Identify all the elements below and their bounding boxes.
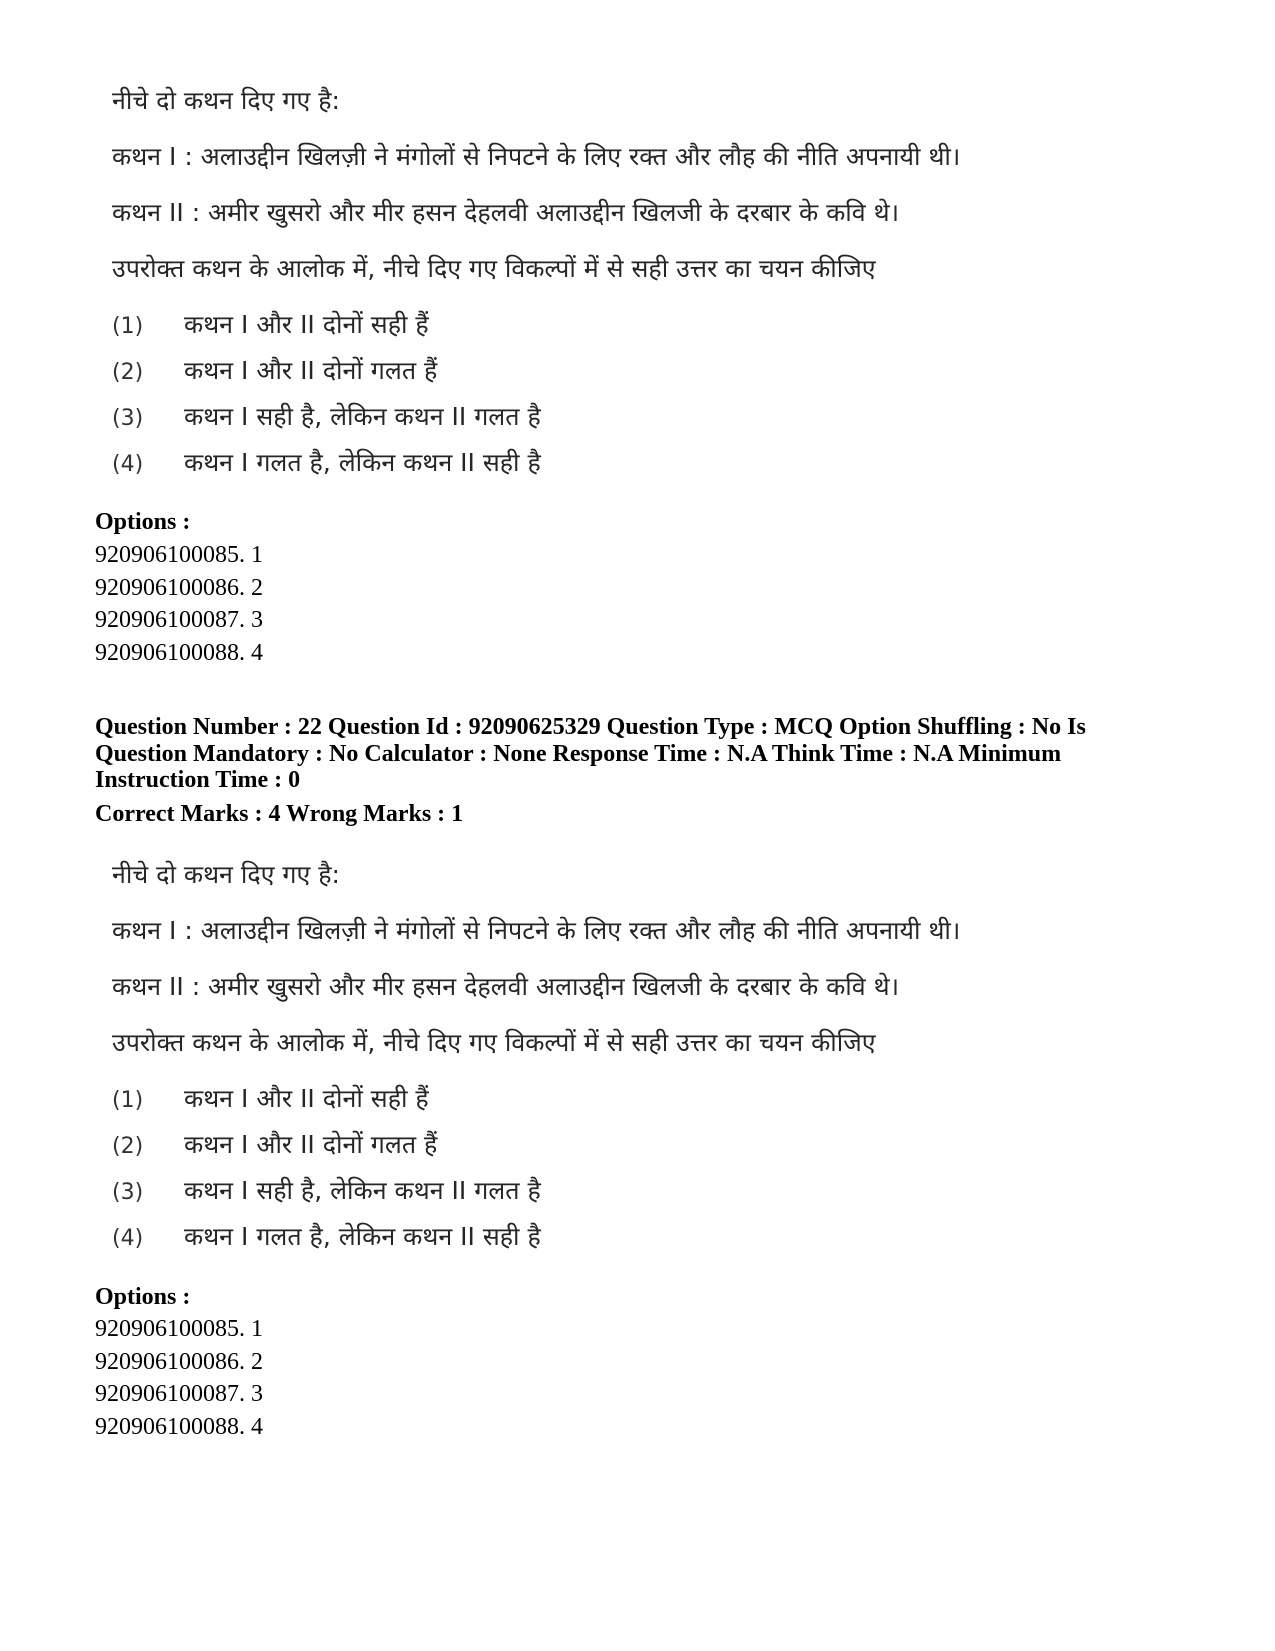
option-item: 920906100085. 1 (95, 542, 263, 568)
question-instruction: उपरोक्त कथन के आलोक में, नीचे दिए गए विकल्पों में से सही उत्तर का चयन कीजिए (112, 254, 876, 283)
choice-text: कथन I सही है, लेकिन कथन II गलत है (184, 402, 541, 431)
choice-number: (2) (112, 1134, 144, 1159)
choice-number: (3) (112, 1180, 144, 1205)
option-item: 920906100086. 2 (95, 575, 263, 601)
statement-1: कथन I : अलाउद्दीन खिलज़ी ने मंगोलों से निपटने के लिए रक्त और लौह की नीति अपनायी थी। (112, 142, 961, 171)
option-item: 920906100086. 2 (95, 1349, 263, 1375)
statement-2: कथन II : अमीर खुसरो और मीर हसन देहलवी अलाउद्दीन खिलजी के दरबार के कवि थे। (112, 972, 900, 1001)
statement-1: कथन I : अलाउद्दीन खिलज़ी ने मंगोलों से निपटने के लिए रक्त और लौह की नीति अपनायी थी। (112, 916, 961, 945)
choice-text: कथन I और II दोनों सही हैं (184, 310, 429, 339)
option-item: 920906100088. 4 (95, 640, 263, 666)
choice-number: (3) (112, 406, 144, 431)
option-item: 920906100085. 1 (95, 1316, 263, 1342)
option-item: 920906100087. 3 (95, 1381, 263, 1407)
statement-2: कथन II : अमीर खुसरो और मीर हसन देहलवी अलाउद्दीन खिलजी के दरबार के कवि थे। (112, 198, 900, 227)
question-22-marks: Correct Marks : 4 Wrong Marks : 1 (95, 801, 464, 827)
question-22-metadata: Question Number : 22 Question Id : 92090625329 Question Type : MCQ Option Shuffling : No Is Question Mandatory : No Calculator : None Response Time : N.A Think Time : N.A Minimum Instruction Time : 0 (95, 714, 1086, 793)
options-label: Options : (95, 509, 191, 535)
statement-intro: नीचे दो कथन दिए गए है: (112, 860, 340, 889)
options-label: Options : (95, 1284, 191, 1310)
choice-text: कथन I और II दोनों गलत हैं (184, 356, 438, 385)
choice-text: कथन I गलत है, लेकिन कथन II सही है (184, 448, 541, 477)
choice-text: कथन I और II दोनों गलत हैं (184, 1130, 438, 1159)
choice-number: (1) (112, 1088, 144, 1113)
choice-text: कथन I सही है, लेकिन कथन II गलत है (184, 1176, 541, 1205)
choice-number: (4) (112, 452, 144, 477)
question-instruction: उपरोक्त कथन के आलोक में, नीचे दिए गए विकल्पों में से सही उत्तर का चयन कीजिए (112, 1028, 876, 1057)
choice-text: कथन I गलत है, लेकिन कथन II सही है (184, 1222, 541, 1251)
option-item: 920906100087. 3 (95, 607, 263, 633)
choice-number: (2) (112, 360, 144, 385)
statement-intro: नीचे दो कथन दिए गए है: (112, 86, 340, 115)
choice-number: (1) (112, 314, 144, 339)
option-item: 920906100088. 4 (95, 1414, 263, 1440)
choice-number: (4) (112, 1226, 144, 1251)
choice-text: कथन I और II दोनों सही हैं (184, 1084, 429, 1113)
